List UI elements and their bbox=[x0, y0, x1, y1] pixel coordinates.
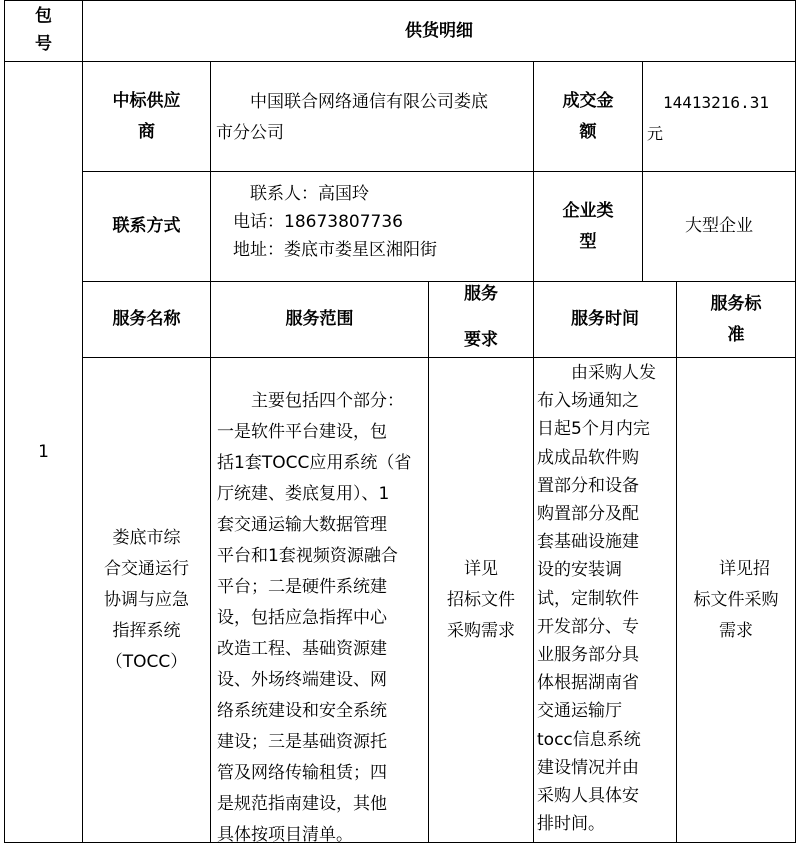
supply-detail-header: 供货明细 bbox=[405, 20, 473, 41]
package-number-header: 包 号 bbox=[35, 6, 52, 54]
service-name-header: 服务名称 bbox=[112, 309, 181, 329]
service-time-header: 服务时间 bbox=[571, 309, 639, 329]
service-name-value: 娄底市综 合交通运行 协调与应急 指挥系统 （TOCC） bbox=[104, 527, 189, 672]
service-scope-value: 主要包括四个部分： 一是软件平台建设，包 括1套TOCC应用系统（省 厅统建、娄底复用）、1 套交通运输大数据管理 平台和1套视频资源融合 平台；二是硬件系统建 设，包括应急指挥中心 改造工程、基础资源建 设、外场终端建设、网 络系统建设和安全系统 建设；三是基础资源托 管及网络传输租赁；四 是规范指南建设，其他 具体按项目清单。 bbox=[217, 391, 412, 845]
package-number-value: 1 bbox=[38, 441, 49, 462]
contact-info-label: 联系方式 bbox=[112, 216, 181, 236]
table-border-right bbox=[795, 0, 796, 843]
enterprise-type-label: 企业类 型 bbox=[562, 200, 614, 252]
service-requirement-value: 详见 招标文件 采购需求 bbox=[447, 558, 515, 641]
transaction-amount-value: 14413216.31 元 bbox=[647, 93, 769, 143]
contact-info-details: 联系人：高国玲 电话：18673807736 地址：娄底市娄星区湘阳街 bbox=[232, 184, 437, 260]
table-border-bottom bbox=[4, 842, 796, 843]
service-time-value: 由采购人发 布入场通知之 日起5个月内完 成成品软件购 置部分和设备 购置部分及配 套基础设施建 设的安装调 试，定制软件 开发部分、专 业服务部分具 体根据湖南省 交通运输厅 tocc信息系统 建设情况并由 采购人具体安 排时间。 bbox=[537, 363, 656, 835]
transaction-amount-label: 成交金 额 bbox=[562, 90, 614, 142]
supply-detail-table bbox=[4, 0, 796, 843]
service-standard-header: 服务标 准 bbox=[710, 293, 762, 345]
service-requirement-header: 服务 要求 bbox=[464, 284, 498, 350]
service-scope-header: 服务范围 bbox=[285, 309, 354, 329]
enterprise-type-value: 大型企业 bbox=[685, 216, 753, 236]
service-standard-value: 详见招 标文件采购 需求 bbox=[693, 558, 779, 641]
winning-supplier-name: 中国联合网络通信有限公司娄底 市分公司 bbox=[216, 92, 488, 143]
label-column-divider bbox=[210, 61, 211, 843]
winning-supplier-label: 中标供应 商 bbox=[112, 90, 181, 142]
